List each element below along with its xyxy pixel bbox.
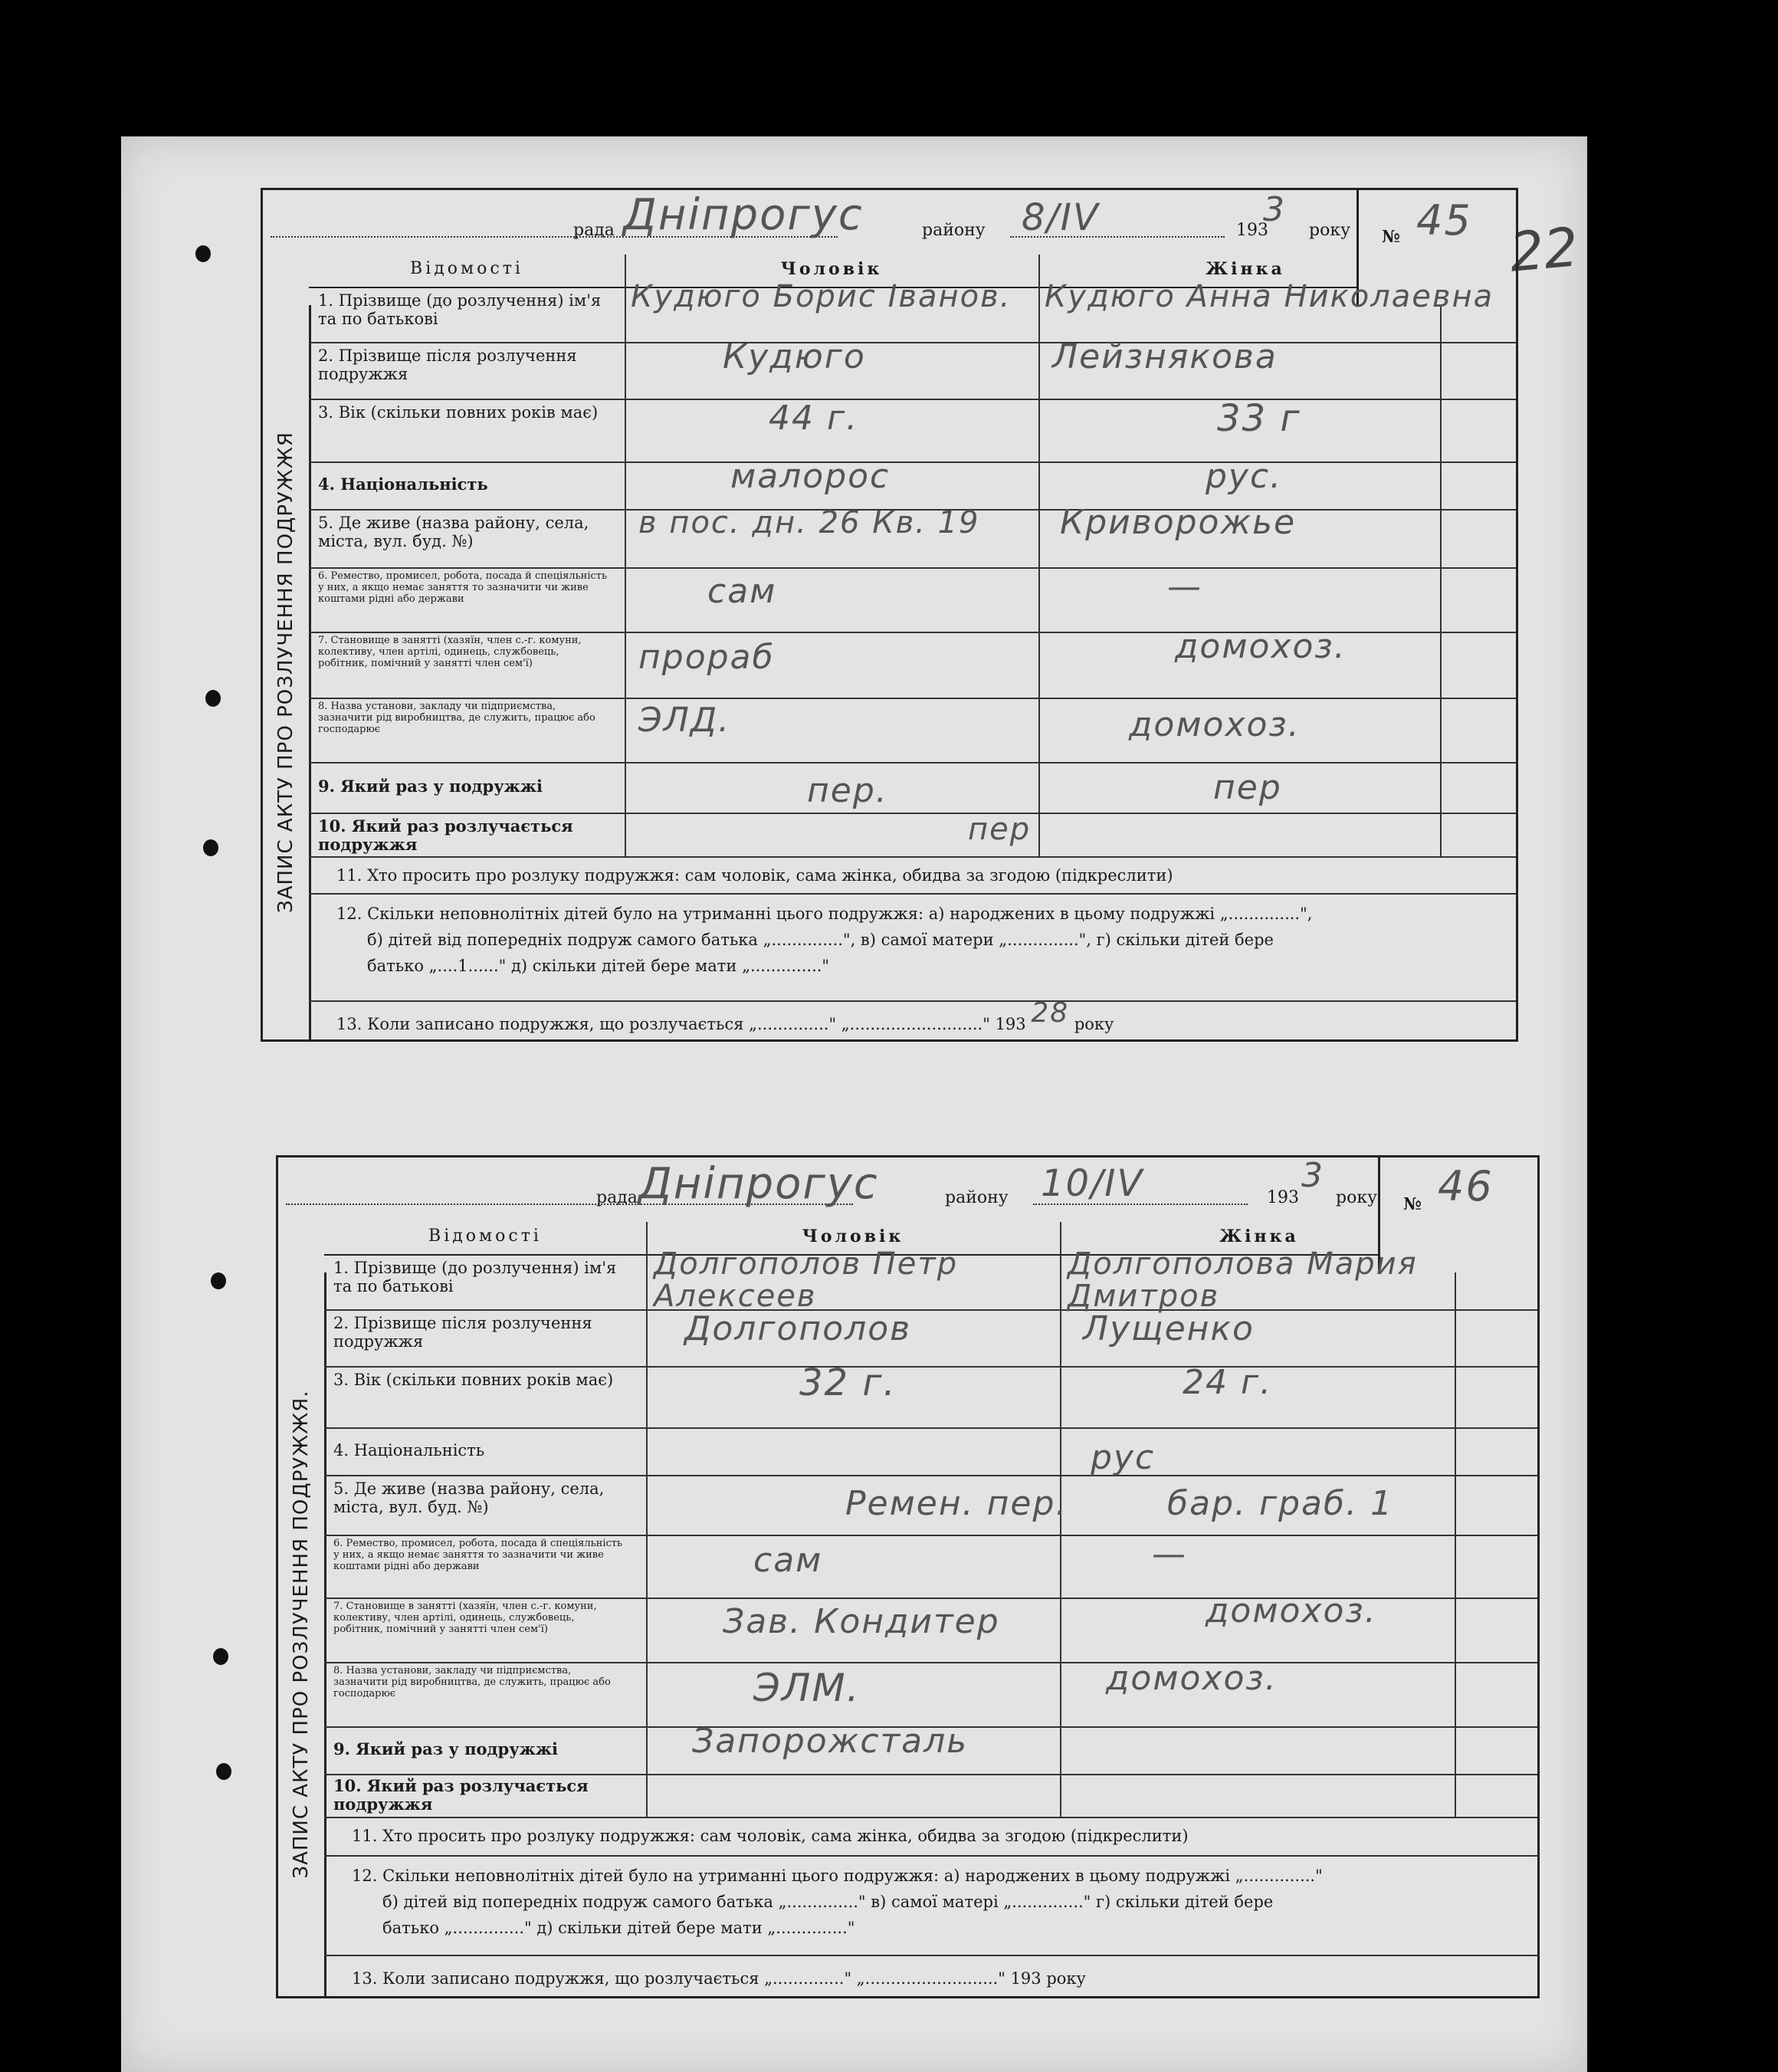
- rada-label: рада: [596, 1188, 638, 1207]
- wife-value: Лейзнякова: [1052, 337, 1278, 376]
- row-3: 3. Вік (скільки повних років має) 44 г. 33 г: [309, 399, 1516, 463]
- wife-value: рус: [1091, 1438, 1156, 1477]
- district-label: району: [922, 221, 986, 240]
- year-suffix: 3: [1301, 1156, 1324, 1195]
- husband-value: Кудюго: [723, 337, 866, 376]
- number-label: №: [1382, 227, 1400, 247]
- wife-value: домохоз.: [1106, 1659, 1278, 1698]
- col-wife: Жінка: [1219, 1226, 1299, 1246]
- husband-value: сам: [707, 572, 777, 611]
- form-header: [263, 190, 1516, 254]
- year-label: року: [1336, 1188, 1378, 1207]
- margin-note-number: 22: [1507, 215, 1581, 284]
- binder-hole: [211, 1272, 226, 1289]
- wife-value: рус.: [1206, 457, 1283, 496]
- rada-label: рада: [573, 221, 615, 240]
- row-4: 4. Національність малорос рус.: [309, 461, 1516, 511]
- row-7: 7. Становище в занятті (хазяїн, член с.-г. комуни, колективу, член артілі, одинець, службовець, робітник, помічний у занятті член сем'ї) прораб домохоз.: [309, 632, 1516, 699]
- year-suffix: 3: [1263, 190, 1286, 229]
- row-6: 6. Ремество, промисел, робота, посада й спеціяльність у них, а якщо немає заняття то зазначити чи живе коштами рідні або держави сам —: [324, 1535, 1537, 1599]
- line-12: 12. Скільки неповнолітніх дітей було на утриманні цього подружжя: а) народжених в цьому подружжі „.............." б) дітей від попередніх подруж самого батька „.............." в) самої матері „.............." г) скільки дітей бере батько „.............." д) скільки дітей бере мати „..............": [324, 1857, 1537, 1956]
- line-11: 11. Хто просить про розлуку подружжя: сам чоловік, сама жінка, обидва за згодою (підкреслити): [324, 1817, 1537, 1857]
- wife-value: —: [1152, 1535, 1187, 1574]
- row-5: 5. Де живе (назва району, села, міста, вул. буд. №) Ремен. пер. бар. граб. 1: [324, 1475, 1537, 1536]
- binder-hole: [203, 839, 218, 856]
- wife-value: пер: [1213, 768, 1282, 807]
- year-label: року: [1309, 221, 1351, 240]
- date-value: 8/IV: [1022, 196, 1100, 239]
- vertical-title: ЗАПИС АКТУ ПРО РОЗЛУЧЕННЯ ПОДРУЖЖЯ: [263, 305, 311, 1039]
- row-1: 1. Прізвище (до розлучення) ім'я та по батькові Долгополов Петр Алексеев Долгополова Мария Дмитров: [324, 1254, 1537, 1311]
- wife-value: 33 г: [1217, 397, 1301, 440]
- row-7: 7. Становище в занятті (хазяїн, член с.-г. комуни, колективу, член артілі, одинець, службовець, робітник, помічний у занятті член сем'ї) Зав. Кондитер домохоз.: [324, 1598, 1537, 1663]
- line-12: 12. Скільки неповнолітніх дітей було на утриманні цього подружжя: а) народжених в цьому подружжі „..............", б) дітей від попередніх подруж самого батька „..............", в) самої матери „..............", г) скільки дітей бере батько „....1......" д) скільки дітей бере мати „..............": [309, 895, 1516, 1002]
- line-13: 13. Коли записано подружжя, що розлучається „.............." „.........................." 193 року: [352, 1969, 1086, 1988]
- husband-value: 32 г.: [799, 1361, 897, 1404]
- form-grid: [309, 254, 1516, 1039]
- husband-value: Зав. Кондитер: [723, 1602, 1000, 1641]
- district-label: району: [945, 1188, 1009, 1207]
- vertical-title: ЗАПИС АКТУ ПРО РОЗЛУЧЕННЯ ПОДРУЖЖЯ.: [278, 1272, 326, 1996]
- record-number: 46: [1438, 1162, 1494, 1210]
- binder-hole: [205, 690, 221, 707]
- husband-value: прораб: [638, 638, 775, 677]
- wife-value: 24 г.: [1183, 1363, 1273, 1402]
- col-husband: Чоловік: [780, 259, 883, 279]
- number-label: №: [1403, 1194, 1422, 1214]
- row-9: 9. Який раз у подружжі Запорожсталь: [324, 1726, 1537, 1775]
- col-info: Відомості: [428, 1226, 542, 1246]
- row-2: 2. Прізвище після розлучення подружжя Кудюго Лейзнякова: [309, 342, 1516, 400]
- husband-value: 44 г.: [769, 399, 859, 438]
- col-wife: Жінка: [1206, 259, 1285, 279]
- line-11: 11. Хто просить про розлуку подружжя: сам чоловік, сама жінка, обидва за згодою (підкреслити): [309, 856, 1516, 895]
- binder-hole: [213, 1648, 228, 1665]
- husband-value: малорос: [730, 457, 891, 496]
- husband-value: ЭЛД.: [638, 701, 731, 740]
- husband-value: Кудюго Борис Іванов.: [631, 279, 1012, 314]
- husband-value: ЭЛМ.: [753, 1666, 861, 1710]
- line-13: 13. Коли записано подружжя, що розлучається „.............." „.........................." 193 28 року: [336, 997, 1114, 1033]
- row-6: 6. Ремество, промисел, робота, посада й спеціяльність у них, а якщо немає заняття то зазначити чи живе коштами рідні або держави сам —: [309, 567, 1516, 633]
- row-8: 8. Назва установи, закладу чи підприємства, зазначити рід виробництва, де служить, працює або господарює ЭЛД. домохоз.: [309, 698, 1516, 763]
- row-3: 3. Вік (скільки повних років має) 32 г. 24 г.: [324, 1366, 1537, 1429]
- husband-value: Ремен. пер.: [845, 1484, 1068, 1523]
- rada-value: Дніпрогус: [638, 1159, 879, 1209]
- husband-value: Долгополов: [684, 1309, 912, 1348]
- husband-value: пер.: [807, 771, 888, 810]
- rada-value: Дніпрогус: [623, 190, 864, 240]
- wife-value: домохоз.: [1175, 627, 1347, 666]
- row-2: 2. Прізвище після розлучення подружжя Долгополов Лущенко: [324, 1309, 1537, 1368]
- wife-value: Криворожье: [1060, 503, 1297, 542]
- wife-value: домохоз.: [1206, 1591, 1377, 1630]
- wife-value: домохоз.: [1129, 705, 1301, 744]
- col-husband: Чоловік: [802, 1226, 904, 1246]
- husband-value: Долгополов Петр Алексеев: [654, 1246, 959, 1314]
- wife-value: Кудюго Анна Николаевна: [1045, 279, 1494, 314]
- row-10: 10. Який раз розлучається подружжя: [324, 1774, 1537, 1818]
- binder-hole: [195, 245, 211, 262]
- row-4: 4. Національність рус: [324, 1427, 1537, 1476]
- year-prefix: 193: [1236, 221, 1268, 240]
- divorce-record-form-2: [276, 1155, 1540, 1998]
- wife-value: —: [1167, 567, 1202, 606]
- row-10: 10. Який раз розлучається подружжя пер: [309, 813, 1516, 858]
- wife-value: Лущенко: [1083, 1309, 1255, 1348]
- divorce-record-form-1: [261, 188, 1518, 1042]
- year-prefix: 193: [1267, 1188, 1299, 1207]
- form-grid: [324, 1222, 1537, 1996]
- row-1: 1. Прізвище (до розлучення) ім'я та по батькові Кудюго Борис Іванов. Кудюго Анна Николаевна: [309, 287, 1516, 343]
- row-8: 8. Назва установи, закладу чи підприємства, зазначити рід виробництва, де служить, працює або господарює ЭЛМ. домохоз.: [324, 1662, 1537, 1728]
- row-5: 5. Де живе (назва району, села, міста, вул. буд. №) в пос. дн. 26 Кв. 19 Криворожье: [309, 509, 1516, 569]
- husband-value: Запорожсталь: [692, 1722, 969, 1761]
- form-header: [278, 1157, 1537, 1222]
- date-value: 10/IV: [1041, 1162, 1144, 1205]
- row-9: 9. Який раз у подружжі пер. пер: [309, 762, 1516, 814]
- wife-value: пер: [968, 812, 1032, 847]
- wife-value: Долгополова Мария Дмитров: [1068, 1246, 1418, 1314]
- binder-hole: [216, 1763, 231, 1780]
- record-number: 45: [1416, 196, 1472, 245]
- husband-value: в пос. дн. 26 Кв. 19: [638, 505, 980, 540]
- col-info: Відомості: [410, 259, 523, 278]
- husband-value: сам: [753, 1541, 823, 1580]
- wife-value: бар. граб. 1: [1167, 1484, 1394, 1523]
